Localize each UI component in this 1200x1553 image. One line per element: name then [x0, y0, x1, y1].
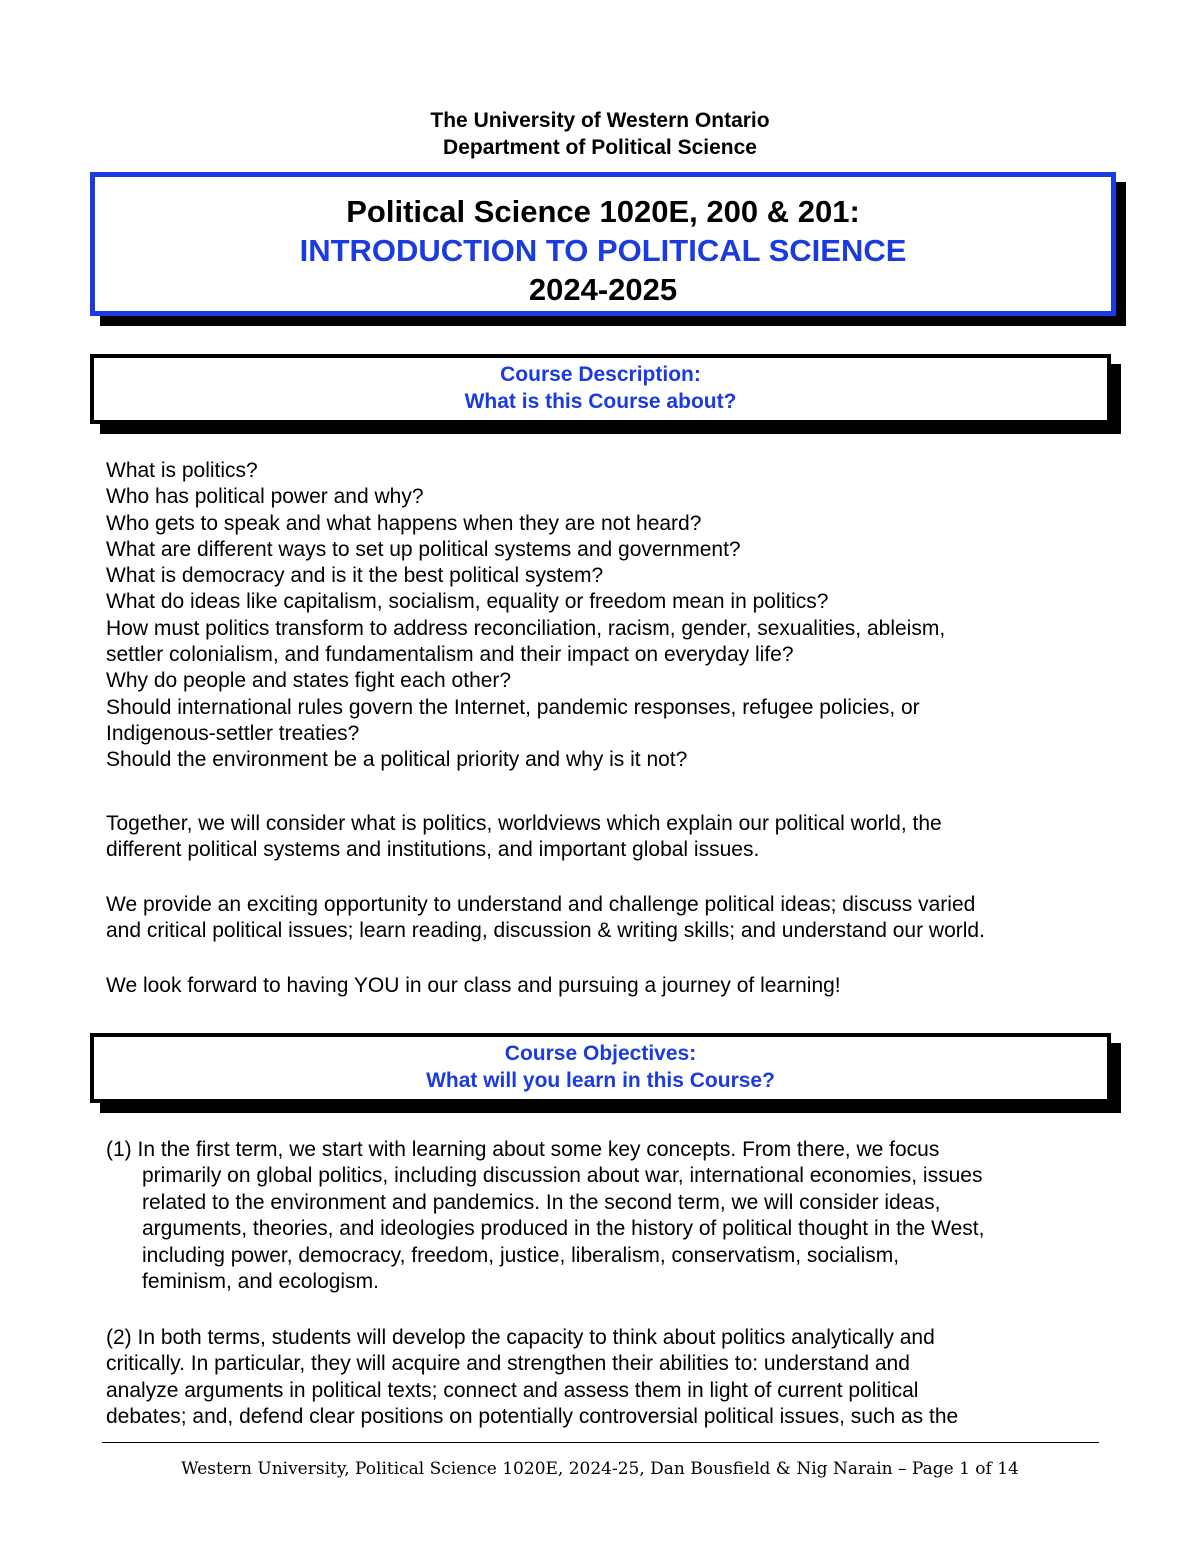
question-line: Indigenous-settler treaties? — [106, 721, 360, 745]
question-line: Who gets to speak and what happens when they are not heard? — [106, 511, 702, 535]
description-heading: Course Description: — [500, 363, 701, 386]
question-line: How must politics transform to address reconciliation, racism, gender, sexualities, ableism, — [106, 616, 946, 640]
objectives-heading-box — [90, 1033, 1111, 1103]
question-line: What are different ways to set up political systems and government? — [106, 537, 741, 561]
paragraph-line: We provide an exciting opportunity to understand and challenge political ideas; discuss varied — [106, 893, 976, 916]
page-footer: Western University, Political Science 1020E, 2024-25, Dan Bousfield & Nig Narain – Page 1 of 14 — [181, 1459, 1019, 1479]
description-subheading: What is this Course about? — [464, 390, 737, 413]
university-name: The University of Western Ontario — [430, 109, 770, 132]
objective-line: (1) In the first term, we start with learning about some key concepts. From there, we focus — [106, 1138, 940, 1161]
objective-line: analyze arguments in political texts; connect and assess them in light of current political — [106, 1378, 919, 1402]
objectives-heading: Course Objectives: — [504, 1042, 697, 1065]
objective-line: primarily on global politics, including discussion about war, international economies, issues — [142, 1164, 983, 1188]
paragraph-line: We look forward to having YOU in our class and pursuing a journey of learning! — [106, 974, 841, 997]
course-title: INTRODUCTION TO POLITICAL SCIENCE — [299, 233, 907, 268]
objective-line: debates; and, defend clear positions on potentially controversial political issues, such as the — [106, 1405, 959, 1429]
objective-item-2 — [106, 1325, 1106, 1431]
paragraph-line: and critical political issues; learn reading, discussion & writing skills; and understand our world. — [106, 919, 985, 943]
paragraph-line: different political systems and institutions, and important global issues. — [106, 838, 760, 862]
objectives-subheading: What will you learn in this Course? — [426, 1069, 775, 1092]
question-line: settler colonialism, and fundamentalism and their impact on everyday life? — [106, 643, 794, 667]
question-line: What is politics? — [106, 459, 258, 482]
objective-line: critically. In particular, they will acquire and strengthen their abilities to: understand and — [106, 1352, 910, 1376]
question-line: Why do people and states fight each other? — [106, 669, 512, 693]
paragraph-together — [106, 811, 1106, 864]
question-list — [106, 458, 1106, 774]
course-code: Political Science 1020E, 200 & 201: — [346, 194, 860, 229]
paragraph-forward — [106, 973, 1106, 999]
question-line: Should international rules govern the Internet, pandemic responses, refugee policies, or — [106, 695, 920, 719]
academic-year: 2024-2025 — [528, 272, 678, 307]
paragraph-line: Together, we will consider what is politics, worldviews which explain our political world, the — [106, 812, 942, 835]
department-name: Department of Political Science — [443, 136, 757, 159]
title-box — [90, 172, 1116, 316]
objective-line: feminism, and ecologism. — [142, 1270, 379, 1294]
objective-line: related to the environment and pandemics. In the second term, we will consider ideas, — [142, 1190, 941, 1214]
question-line: What is democracy and is it the best political system? — [106, 564, 604, 588]
question-line: What do ideas like capitalism, socialism, equality or freedom mean in politics? — [106, 590, 829, 614]
question-line: Should the environment be a political priority and why is it not? — [106, 748, 688, 772]
paragraph-opportunity — [106, 892, 1106, 945]
footer-divider — [102, 1442, 1099, 1443]
objective-line: including power, democracy, freedom, justice, liberalism, conservatism, socialism, — [142, 1243, 900, 1267]
objective-item-1 — [106, 1137, 1106, 1295]
objective-line: (2) In both terms, students will develop the capacity to think about politics analytically and — [106, 1326, 935, 1349]
description-heading-box — [90, 354, 1111, 424]
question-line: Who has political power and why? — [106, 485, 424, 509]
objective-line: arguments, theories, and ideologies produced in the history of political thought in the West, — [142, 1217, 985, 1241]
